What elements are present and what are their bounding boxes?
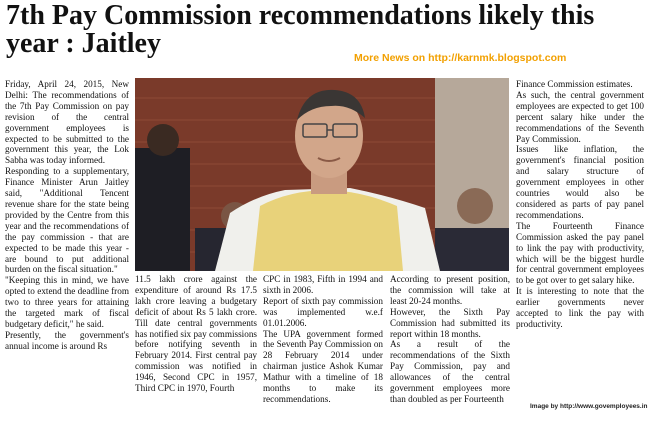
paragraph: Report of sixth pay commission was implemented w.e.f 01.01.2006. — [263, 295, 383, 328]
article-photo — [135, 78, 509, 271]
photo-illustration — [135, 78, 509, 271]
paragraph: As a result of the recommendations of the Sixth Pay Commission, pay and allowances of the central government employees more than doubled as per Fourteenth — [390, 339, 510, 404]
paragraph: As such, the central government employees are expected to get 100 percent salary hike under the recommendations of the Seventh Pay Commission. — [516, 89, 644, 144]
headline: 7th Pay Commission recommendations likely this year : Jaitley — [6, 0, 595, 59]
image-credit: Image by http://www.govemployees.in — [530, 403, 648, 410]
paragraph: However, the Sixth Pay Commission had submitted its report within 18 months. — [390, 306, 510, 339]
paragraph: Issues like inflation, the government's financial position and salary structure of government employees in other countries would also be considered as parts of pay panel recommendations. — [516, 144, 644, 220]
article-column-1 — [5, 79, 129, 352]
paragraph: It is interesting to note that the earlier governments never accepted to link the pay with productivity. — [516, 286, 644, 329]
article-column-2 — [135, 274, 257, 394]
paragraph: The Fourteenth Finance Commission asked the pay panel to link the pay with productivity, which will be the biggest hurdle for central government employees to be got over to get salary hike. — [516, 220, 644, 286]
article-column-3 — [263, 274, 383, 405]
paragraph: The UPA government formed the Seventh Pay Commission on 28 February 2014 under chairman justice Ashok Kumar Mathur with a timeline of 18 months to make its recommendations. — [263, 328, 383, 404]
article-column-5 — [516, 79, 644, 330]
paragraph: 11.5 lakh crore against the expenditure of around Rs 17.5 lakh crore leaving a budgetary deficit of about Rs 5 lakh crore. Till date central governments has notified six pay commissions before notifying seventh in February 2014. First central pay commission was notified in 1946, Second CPC in 1957, Third CPC in 1970, Fourth — [135, 274, 257, 394]
paragraph: Presently, the government's annual income is around Rs — [5, 329, 129, 351]
paragraph: Responding to a supplementary, Finance Minister Arun Jaitley said, "Additional Tencent revenue share for the state being provided by the Centre from this year and the recommendations of the pay commission - that are expected to be made this year - are bound to put additional burden on the fiscal situation." — [5, 166, 129, 275]
paragraph: Finance Commission estimates. — [516, 79, 633, 89]
paragraph: According to present position, the commission will take at least 20-24 months. — [390, 274, 510, 306]
article-column-4 — [390, 274, 510, 405]
paragraph: Friday, April 24, 2015, New Delhi: The recommendations of the 7th Pay Commission on pay revision of the central government employees is expected to be submitted to the government this year, the Lok Sabha was today informed. — [5, 79, 129, 166]
more-news-link[interactable]: More News on http://karnmk.blogspot.com — [354, 52, 567, 64]
paragraph: CPC in 1983, Fifth in 1994 and sixth in 2006. — [263, 274, 383, 295]
paragraph: "Keeping this in mind, we have opted to extend the deadline from two to three years for attaining the targeted mark of fiscal budgetary deficit," he said. — [5, 275, 129, 329]
